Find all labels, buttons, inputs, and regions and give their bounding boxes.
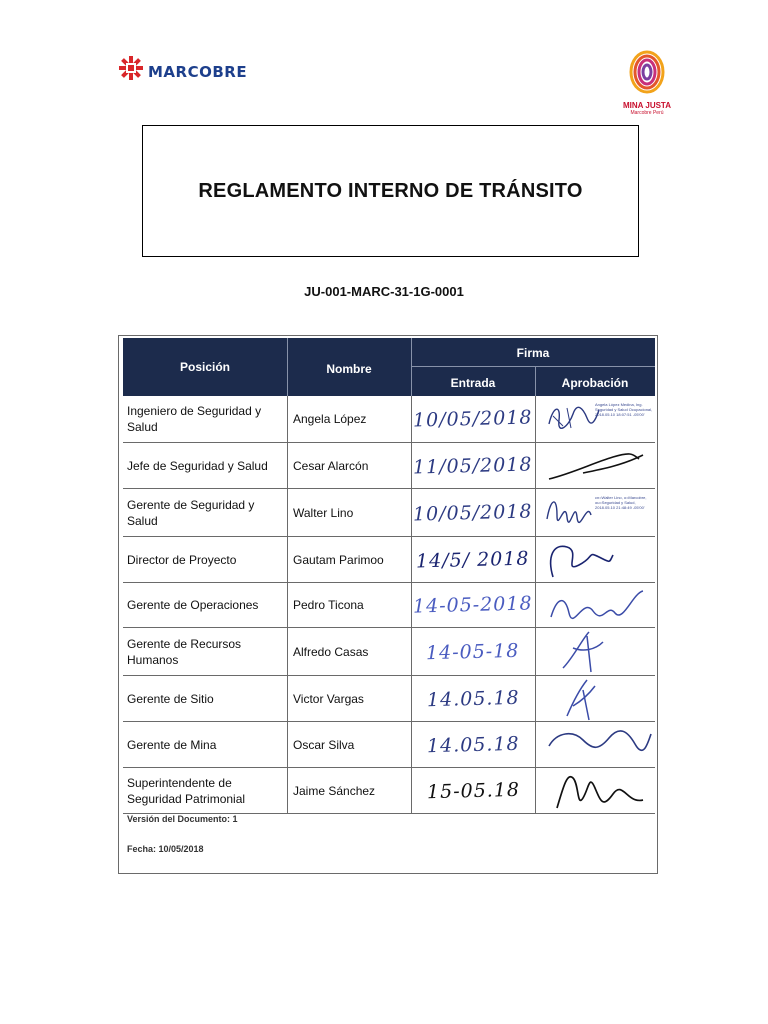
document-date: Fecha: 10/05/2018 [127, 844, 204, 854]
cell-posicion: Jefe de Seguridad y Salud [127, 458, 268, 473]
col-posicion: Posición [179, 360, 230, 374]
aprobacion-cell [539, 722, 655, 767]
cell-posicion: Superintendente de Seguridad Patrimonial [127, 775, 246, 806]
table-header [123, 338, 655, 396]
cell-entrada: 15-05.18 [426, 778, 520, 803]
cell-entrada: 10/05/2018 [412, 499, 534, 526]
aprobacion-cell [539, 768, 655, 813]
digital-signature-icon [543, 489, 603, 533]
mina-justa-text: MINA JUSTA [623, 101, 671, 110]
aprobacion-cell [539, 537, 655, 582]
cell-nombre: Gautam Parimoo [293, 552, 384, 567]
col-firma: Firma [516, 346, 550, 360]
cell-entrada: 14-05-18 [426, 639, 520, 664]
document-title: REGLAMENTO INTERNO DE TRÁNSITO [198, 179, 583, 202]
table-row [123, 537, 655, 583]
table-row [123, 489, 655, 537]
cell-nombre: Jaime Sánchez [293, 783, 376, 798]
col-aprobacion: Aprobación [561, 376, 629, 390]
cell-entrada: 14/5/ 2018 [415, 547, 531, 572]
cell-posicion: Gerente de Operaciones [127, 598, 259, 612]
mina-justa-logo [616, 50, 678, 116]
cell-posicion: Gerente de Mina [127, 737, 217, 752]
handwritten-signature-icon [543, 722, 655, 762]
cell-posicion: Director de Proyecto [127, 552, 237, 567]
marcobre-logo [118, 48, 247, 88]
document-version: Versión del Documento: 1 [127, 814, 238, 824]
cell-posicion: Gerente de Recursos Humanos [127, 636, 242, 667]
handwritten-signature-icon [543, 676, 633, 722]
cell-entrada: 14.05.18 [426, 732, 520, 757]
document-code: JU-001-MARC-31-1G-0001 [304, 284, 464, 299]
handwritten-signature-icon [543, 628, 633, 674]
signature-stamp: cn=Walter Lino, o=Marcobre, ou=Seguridad y Salud, 2018.05.10 21:48:49 -05'00' [595, 495, 647, 510]
table-row [123, 768, 655, 814]
table-row [123, 443, 655, 489]
handwritten-signature-icon [543, 583, 653, 627]
table-row [123, 583, 655, 628]
marcobre-brand-text: MARCOBRE [148, 63, 248, 81]
signature-table [118, 335, 658, 874]
cell-nombre: Oscar Silva [293, 737, 355, 752]
cell-nombre: Angela López [293, 412, 367, 426]
cell-entrada: 11/05/2018 [412, 452, 534, 479]
col-entrada: Entrada [450, 376, 496, 390]
cell-entrada: 10/05/2018 [412, 406, 534, 432]
marcobre-star-icon [118, 55, 144, 81]
aprobacion-cell [539, 628, 655, 675]
aprobacion-cell [539, 489, 655, 536]
cell-entrada: 14.05.18 [426, 686, 520, 711]
fingerprint-logo-icon [629, 50, 665, 94]
aprobacion-cell [539, 443, 655, 488]
mina-justa-subtitle: Marcobre Perú [630, 110, 664, 116]
aprobacion-cell [539, 676, 655, 721]
table-row [123, 676, 655, 722]
cell-posicion: Ingeniero de Seguridad y Salud [127, 404, 262, 434]
aprobacion-cell [539, 396, 655, 442]
digital-signature-icon [543, 396, 603, 436]
table-row [123, 722, 655, 768]
col-nombre: Nombre [326, 362, 372, 376]
cell-nombre: Alfredo Casas [293, 644, 369, 659]
table-row [123, 396, 655, 443]
cell-nombre: Cesar Alarcón [293, 458, 369, 473]
cell-posicion: Gerente de Seguridad y Salud [127, 497, 255, 528]
title-box [142, 125, 639, 257]
cell-nombre: Victor Vargas [293, 691, 364, 706]
table-row [123, 628, 655, 676]
handwritten-signature-icon [543, 443, 653, 487]
cell-nombre: Pedro Ticona [293, 598, 364, 612]
handwritten-signature-icon [543, 768, 653, 814]
cell-posicion: Gerente de Sitio [127, 691, 214, 706]
signature-stamp: Angela López Medina, Ing. Seguridad y Salud Ocupacional, 2018.05.10 18:07:51 -05'00' [595, 402, 653, 417]
aprobacion-cell [539, 583, 655, 627]
cell-nombre: Walter Lino [293, 505, 354, 520]
handwritten-signature-icon [543, 537, 643, 583]
cell-entrada: 14-05-2018 [412, 592, 534, 618]
